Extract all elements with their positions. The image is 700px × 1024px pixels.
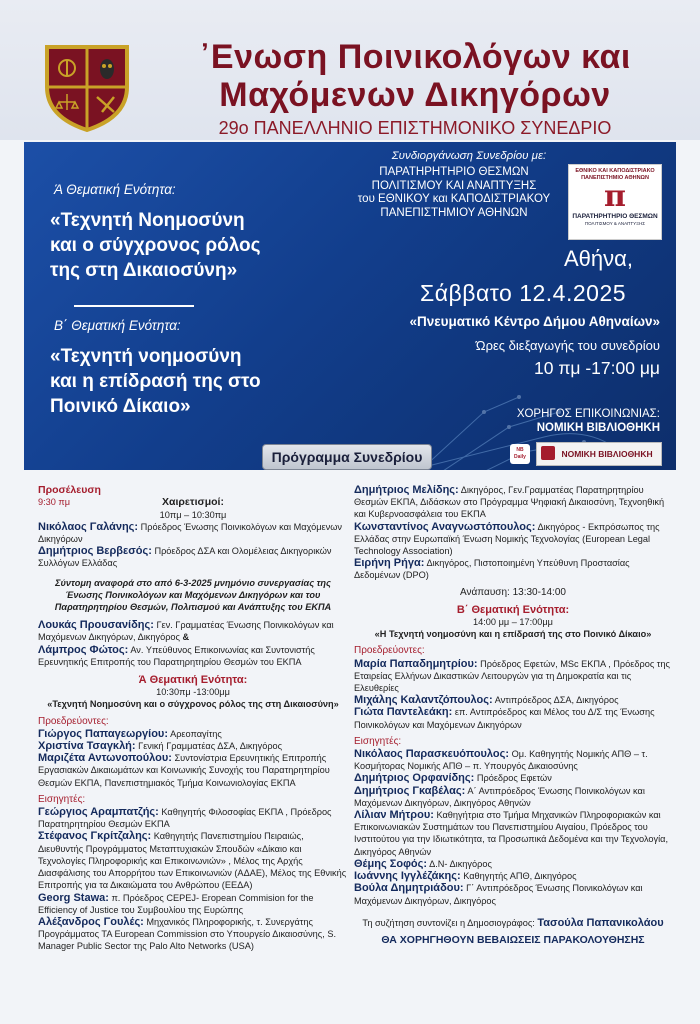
chairs-label: Προεδρεύοντες: <box>38 715 109 727</box>
library-emblem-icon <box>541 446 555 460</box>
arrival-heading: Προσέλευση <box>38 484 101 496</box>
speaker-mitrou: Λίλιαν Μήτρου: Καθηγήτρια στο Τμήμα Μηχανικών Πληροφοριακών και Επικοινωνιακών Συστημάτων του Πανεπιστημίου Αιγαίου, Πρόεδρος του Ινστιτούτου για την Ιδιωτικότητα, τα Προσωπικά Δεδομένα και την Τεχνολογία, Δικηγόρος Αθηνών <box>354 809 669 857</box>
speaker-fotos: Λάμπρος Φώτος: Αν. Υπεύθυνος Επικοινωνίας και Συντονιστής Ερευνητικής Επιτροπής του Παρατηρητηρίου Θεσμών του ΕΚΠΑ <box>38 643 315 667</box>
unit-a-title: «Τεχνητή Νοημοσύνη και ο σύγχρονος ρόλος της στη Δικαιοσύνη» <box>50 210 261 281</box>
crest-icon <box>42 42 132 132</box>
speaker-riga: Ειρήνη Ρήγα: Δικηγόρος, Πιστοποιημένη Υπεύθυνη Προστασίας Δεδομένων (DPO) <box>354 557 630 581</box>
unit-b-heading: Β΄ Θεματική Ενότητα: <box>456 603 570 616</box>
unit-a-heading: Ά Θεματική Ενότητα: <box>138 674 248 687</box>
nb-daily-logo: NB Daily <box>510 444 530 464</box>
chair-papadimitriou: Μαρία Παπαδημητρίου: Πρόεδρος Εφετών, MSc ΕΚΠΑ , Πρόεδρος της Εταιρείας Ελλήνων Δικαστικών Λειτουργών για τη Δημοκρατία και τις Ελευθερίες <box>354 657 670 694</box>
speaker-melidis: Δημήτριος Μελίδης: Δικηγόρος, Γεν.Γραμματέας Παρατηρητηρίου Θεσμών ΕΚΠΑ, Διδάσκων στο Πρόγραμμα Ψηφιακή Δικαιοσύνη, Τεχνοηθική και Κυβερνοασφάλεια του ΕΚΠΑ <box>354 484 665 520</box>
program-right-column <box>354 484 672 946</box>
moderator: Τη συζήτηση συντονίζει η Δημοσιογράφος: Τασούλα Παπανικολάου <box>362 916 664 929</box>
speakers-label-b: Εισηγητές: <box>354 735 402 747</box>
chair-panteleaki: Γιώτα Παντελεάκη: επ. Αντιπρόεδρος και Μέλος του Δ/Σ της Ένωσης Ποινικολόγων και Μαχόμενων Δικηγόρων <box>354 706 655 730</box>
program-button[interactable]: Πρόγραμμα Συνεδρίου <box>262 444 432 470</box>
program-left-column <box>38 484 348 953</box>
speaker-stawa: Georg Stawa: π. Πρόεδρος CEPEJ- Eropean Commision for the Efficiency of Justice του Συμβουλίου της Ευρώπης <box>38 891 314 915</box>
organizer-name: ΠΑΡΑΤΗΡΗΤΗΡΙΟ ΘΕΣΜΩΝ ΠΟΛΙΤΙΣΜΟΥ ΚΑΙ ΑΝΑΠΤΥΞΗΣ του ΕΘΝΙΚΟΥ και ΚΑΠΟΔΙΣΤΡΙΑΚΟΥ ΠΑΝΕΠΙΣΤΗΜΙΟΥ ΑΘΗΝΩΝ <box>357 166 551 219</box>
unit-b-label: Β΄ Θεματική Ενότητα: <box>54 318 181 333</box>
organization-title: ᾿Ενωση Ποινικολόγων και Μαχόμενων Δικηγόρων <box>199 38 631 114</box>
chair-tsagkli: Χριστίνα Τσαγκλή: Γενική Γραμματέας ΔΣΑ, Δικηγόρος <box>38 740 283 753</box>
speaker-goules: Αλέξανδρος Γουλές: Μηχανικός Πληροφορικής, τ. Συνεργάτης Προγράμματος ΤΑ European Commission στο Υπουργείο Δικαιοσύνης, S. Manager Public Sector της Palo Alto Networks (USA) <box>38 915 336 952</box>
break-time: Ανάπαυση: 13:30-14:00 <box>460 586 566 598</box>
unit-a-session-title: «Τεχνητή Νοημοσύνη και ο σύγχρονος ρόλος της στη Δικαιοσύνη» <box>47 699 339 710</box>
event-hours: 10 πμ -17:00 μμ <box>534 358 660 378</box>
chair-kalantzopoulos: Μιχάλης Καλαντζόπουλος: Αντιπρόεδρος ΔΣΑ, Δικηγόρος <box>354 694 619 707</box>
event-venue: «Πνευματικό Κέντρο Δήμου Αθηναίων» <box>409 314 660 329</box>
event-banner <box>24 142 676 470</box>
organizer-label: Συνδιοργάνωση Συνεδρίου με: <box>391 150 547 162</box>
unit-b-title: «Τεχνητή νοημοσύνη και η επίδρασή της στο Ποινικό Δίκαιο» <box>50 346 261 417</box>
speaker-anagnostopoulos: Κωνσταντίνος Αναγνωστόπουλος: Δικηγόρος - Εκπρόσωπος της Ελλάδας στην Ευρωπαϊκή Ένωση Νομικής Τεχνολογίας (European Legal Technology Association) <box>354 520 660 557</box>
event-date: Σάββατο 12.4.2025 <box>420 280 627 306</box>
arrival-time: 9:30 πμ <box>38 497 71 508</box>
event-city: Αθήνα, <box>564 246 633 271</box>
conference-subtitle: 29ο ΠΑΝΕΛΛΗΝΙΟ ΕΠΙΣΤΗΜΟΝΙΚΟ ΣΥΝΕΔΡΙΟ <box>218 118 612 138</box>
unit-a-time: 10:30πμ -13:00μμ <box>156 687 230 698</box>
greeter-vervesos: Δημήτριος Βερβεσός: Πρόεδρος ΔΣΑ και Ολομέλειας Δικηγορικών Συλλόγων Ελλάδας <box>38 545 332 569</box>
greetings-heading: Χαιρετισμοί: <box>162 496 224 509</box>
chair-papageorgiou: Γιώργος Παπαγεωργίου: Αρεοπαγίτης <box>38 727 222 740</box>
unit-b-time: 14:00 μμ – 17:00μμ <box>473 617 553 628</box>
sponsor-label: ΧΟΡΗΓΟΣ ΕΠΙΚΟΙΝΩΝΙΑΣ: <box>516 408 660 420</box>
unit-a-label: Ά Θεματική Ενότητα: <box>54 182 176 197</box>
greetings-time: 10πμ – 10:30πμ <box>159 509 227 520</box>
observatory-logo: ΕΘΝΙΚΟ ΚΑΙ ΚΑΠΟΔΙΣΤΡΙΑΚΟ ΠΑΝΕΠΙΣΤΗΜΙΟ ΑΘΗΝΩΝ π ΠΑΡΑΤΗΡΗΤΗΡΙΟ ΘΕΣΜΩΝ ΠΟΛΙΤΙΣΜΟΥ & ΑΝΑΠΤΥΞΗΣ <box>568 164 662 240</box>
memo-note: Σύντομη αναφορά στο από 6-3-2025 μνημόνιο συνεργασίας της Ένωσης Ποινικολόγων και Μαχόμενων Δικηγόρων και του Παρατηρητηρίου Θεσμών, Πολιτισμού και Ανάπτυξης του ΕΚΠΑ <box>54 577 332 613</box>
speaker-gkavelas: Δημήτριος Γκαβέλας: Α΄ Αντιπρόεδρος Ένωσης Ποινικολόγων και Μαχόμενων Δικηγόρων, Δικηγόρος Αθηνών <box>354 784 645 808</box>
greeter-galanis: Νικόλαος Γαλάνης: Πρόεδρος Ένωσης Ποινικολόγων και Μαχόμενων Δικηγόρων <box>38 520 342 545</box>
speaker-gritzalis: Στέφανος Γκρίτζαλης: Καθηγητής Πανεπιστημίου Πειραιώς, Διευθυντής Προγράμματος Μεταπτυχιακών Σπουδών «Δίκαιο και Τεχνολογίες Πληροφορικής και Επικοινωνιών» , Μέλος της Αρχής Διασφάλισης του Απορρήτου των Επικοινωνιών (ΑΔΑΕ), Μέλος της Εθνικής Επιτροπής για τα Δικαιώματα του Ανθρώπου (ΕΕΔΑ) <box>38 830 347 891</box>
chair-antonopoulou: Μαριζέτα Αντωνοπούλου: Συντονίστρια Ερευνητικής Επιτροπής Εργασιακών Δικαιωμάτων και Κοινωνικής Συνοχής του Παρατηρητηρίου Θεσμών ΕΚΠΑ, Πανεπιστημιακός Τμήμα Κοινωνιολογίας ΕΚΠΑ <box>38 752 330 788</box>
speaker-paraskevopoulos: Νικόλαος Παρασκευόπουλος: Ομ. Καθηγητής Νομικής ΑΠΘ – τ. Κοσμήτορας Νομικής ΑΠΘ – π. Υπουργός Δικαιοσύνης <box>354 748 648 772</box>
sponsor-name: ΝΟΜΙΚΗ ΒΙΒΛΙΟΘΗΚΗ <box>536 422 660 434</box>
nomiki-bibliothiki-logo: ΝΟΜΙΚΗ ΒΙΒΛΙΟΘΗΚΗ <box>536 442 662 466</box>
certificates-note: ΘΑ ΧΟΡΗΓΗΘΟΥΝ ΒΕΒΑΙΩΣΕΙΣ ΠΑΡΑΚΟΛΟΥΘΗΣΗΣ <box>381 933 645 946</box>
speakers-label: Εισηγητές: <box>38 793 86 805</box>
speaker-arampatzis: Γεώργιος Αραμπατζής: Καθηγητής Φιλοσοφίας ΕΚΠΑ , Πρόεδρος Παρατηρητηρίου Θεσμών ΕΚΠΑ <box>38 806 332 830</box>
speaker-dimitriadou: Βούλα Δημητριάδου: Γ΄ Αντιπρόεδρος Ένωσης Ποινικολόγων και Μαχόμενων Δικηγόρων, Δικηγόρος <box>354 882 643 906</box>
banner-divider <box>74 305 194 307</box>
speaker-sofos: Θέμης Σοφός: Δ.Ν- Δικηγόρος <box>354 857 492 870</box>
unit-b-session-title: «Η Τεχνητή νοημοσύνη και η επίδρασή της στο Ποινικό Δίκαιο» <box>374 629 652 640</box>
chairs-label-b: Προεδρεύοντες: <box>354 645 425 657</box>
speaker-orfanidis: Δημήτριος Ορφανίδης: Πρόεδρος Εφετών <box>354 772 552 785</box>
speaker-igglezakis: Ιωάννης Ιγγλέζάκης: Καθηγητής ΑΠΘ, Δικηγόρος <box>354 870 577 883</box>
speaker-prousanidis: Λουκάς Προυσανίδης: Γεν. Γραμματέας Ένωσης Ποινικολόγων και Μαχόμενων Δικηγόρων, Δικηγόρος & <box>38 619 334 643</box>
hours-label: Ώρες διεξαγωγής του συνεδρίου <box>475 338 660 353</box>
